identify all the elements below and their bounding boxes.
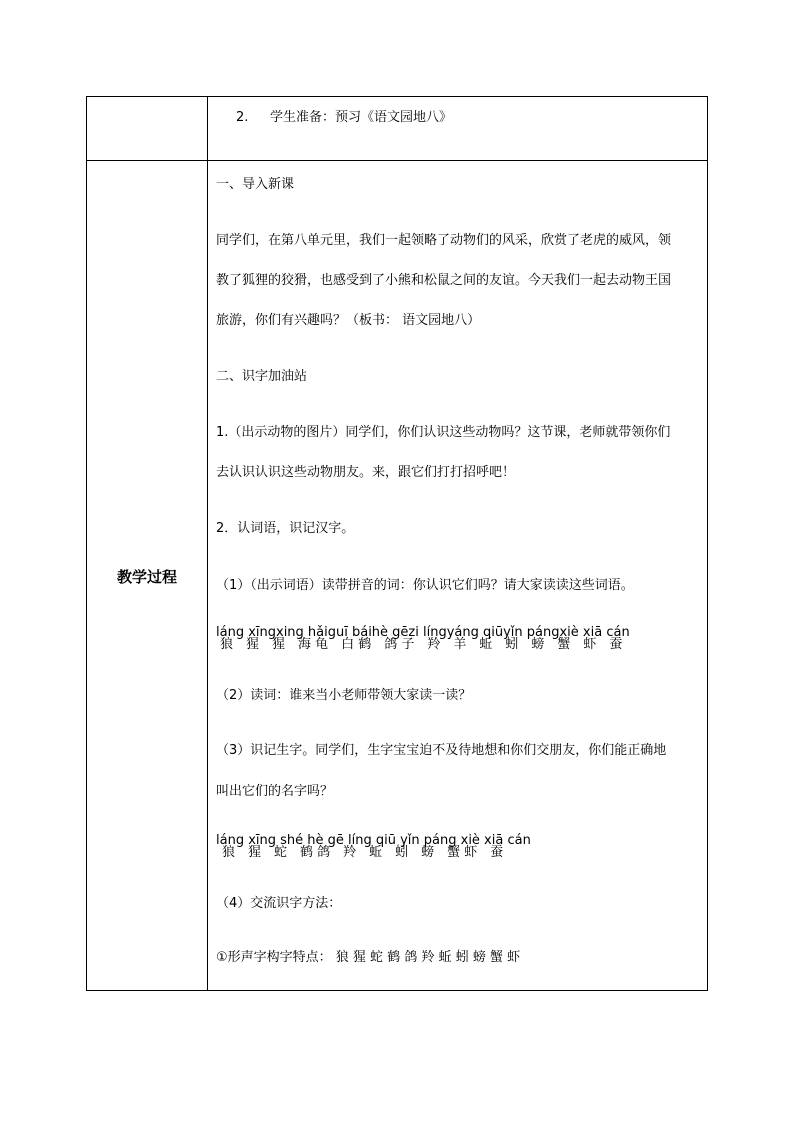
intro-line-2: 教了狐狸的狡猾，也感受到了小熊和松鼠之间的友谊。今天我们一起去动物王国	[216, 273, 672, 288]
hanzi-row-1: 狼 猩 猩 海 龟 白 鹤 鸽 子 羚 羊 蚯 蚓 螃 蟹 虾 蚕	[220, 637, 623, 652]
column-divider	[207, 97, 208, 990]
sub-step-2: （2）读词：谁来当小老师带领大家读一读？	[216, 688, 472, 703]
sub-step-3-line-2: 叫出它们的名字吗？	[216, 784, 334, 799]
prep-number: 2.	[236, 110, 249, 125]
section-heading-intro: 一、导入新课	[216, 177, 295, 192]
hanzi-row-2: 狼 猩 蛇 鹤 鸽 羚 蚯 蚓 螃 蟹 虾 蚕	[222, 845, 504, 860]
step1-line-1: 1.（出示动物的图片）同学们，你们认识这些动物吗？这节课，老师就带领你们	[216, 425, 671, 440]
xingsheng-characters: ①形声字构字特点： 狼 猩 蛇 鹤 鸽 羚 蚯 蚓 螃 蟹 虾	[216, 950, 521, 965]
step2-heading: 2．认词语，识记汉字。	[216, 521, 355, 536]
sub-step-1: （1）（出示词语）读带拼音的词：你认识它们吗？请大家读读这些词语。	[216, 578, 634, 593]
sub-step-4: （4）交流识字方法：	[216, 896, 342, 911]
step1-line-2: 去认识认识这些动物朋友。来，跟它们打打招呼吧！	[216, 465, 516, 480]
pinyin-row-2: láng xīng shé hè gē líng qiū yǐn páng xiè xiā cán	[216, 833, 531, 848]
teaching-process-label: 教学过程	[116, 567, 177, 586]
prep-text: 学生准备：预习《语文园地八》	[270, 110, 453, 125]
section-heading-literacy: 二、识字加油站	[216, 369, 308, 384]
sub-step-3-line-1: （3）识记生字。同学们，生字宝宝迫不及待地想和你们交朋友，你们能正确地	[216, 743, 667, 758]
pinyin-row-1: láng xīngxing hǎiguī báihè gēzi língyáng qiūyǐn pángxiè xiā cán	[216, 625, 630, 640]
intro-line-3: 旅游，你们有兴趣吗？（板书： 语文园地八）	[216, 313, 481, 328]
intro-line-1: 同学们，在第八单元里，我们一起领略了动物们的风采，欣赏了老虎的威风，领	[216, 233, 672, 248]
